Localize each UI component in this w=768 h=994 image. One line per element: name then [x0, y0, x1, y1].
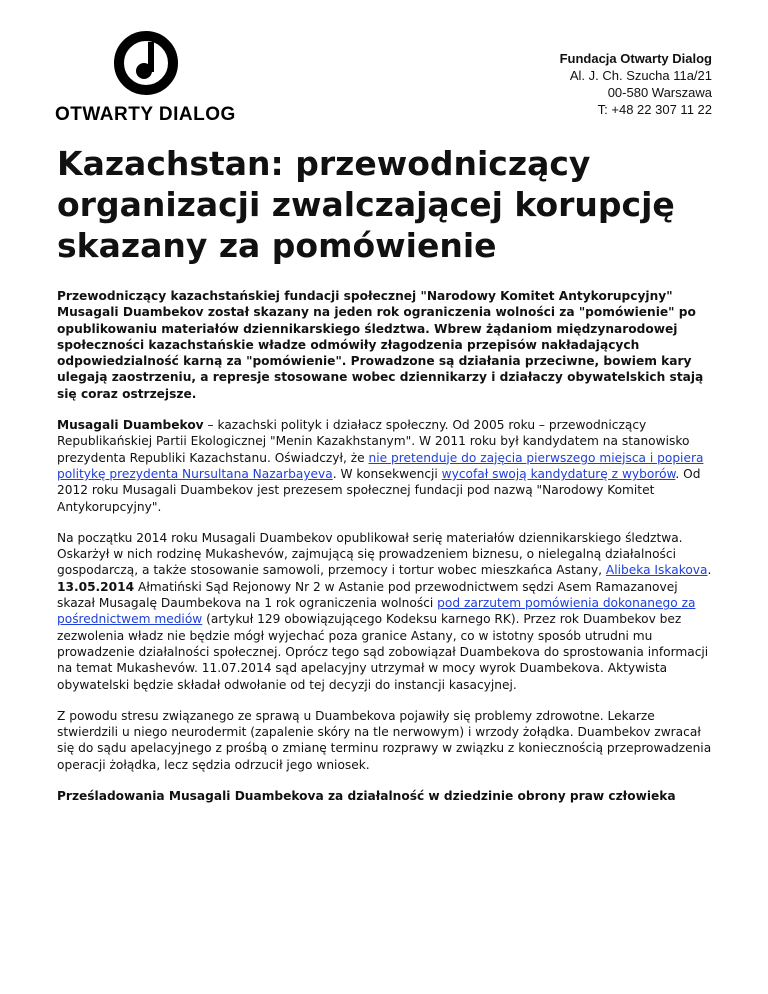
note-circle-icon — [113, 30, 179, 96]
text: . — [707, 563, 712, 578]
link-alibek-iskakov[interactable]: Alibeka Iskakova — [605, 563, 708, 578]
link-defamation-charge[interactable]: pod zarzutem pomówienia dokonanego za pośrednictwem mediów — [57, 596, 696, 627]
text: Ałmatiński Sąd Rejonowy Nr 2 w Astanie pod przewodnictwem sędzi Asem Ramazanovej skazał Musagalę Daumbekova na 1 rok ograniczenia wolności — [57, 579, 678, 611]
verdict-date: 13.05.2014 — [57, 579, 135, 594]
org-address-street: Al. J. Ch. Szucha 11a/21 — [569, 68, 712, 83]
text: Na początku 2014 roku Musagali Duambekov opublikował serię materiałów dziennikarskiego śledztwa. Oskarżył w nich rodzinę Mukashevów, zajmującą się prowadzeniem biznesu, o nielegalną działalności gospodarczą, a także stosowanie samowoli, przemocy i tortur wobec mieszkańca Astany, — [57, 530, 683, 578]
person-name: Musagali Duambekov — [57, 418, 204, 433]
text: – kazachski polityk i działacz społeczny. Od 2005 roku – przewodniczący Republikańskiej Partii Ekologicznej "Menin Kazakhstanym". W 2011 roku był kandydatem na stanowisko prezydenta Republiki Kazachstanu. Oświadczył, że — [57, 418, 690, 465]
text: . Od 2012 roku Musagali Duambekov jest prezesem społecznej fundacji pod nazwą "Narodowy Komitet Antykorupcyjny". — [57, 466, 701, 514]
text: (artykuł 129 obowiązującego Kodeksu karnego RK). Przez rok Duambekov bez zezwolenia władz nie będzie mógł wyjechać poza granice Astany, co w istotny sposób utrudni mu prowadzenie działalności społecznej. Oprócz tego sąd zobowiązał Duambekova do sprostowania informacji na temat Mukashevów. 11.07.2014 sąd apelacyjny utrzymał w mocy wyrok Duambekova. Aktywista obywatelski będzie składał odwołanie od tej decyzji do instancji kasacyjnej. — [57, 612, 709, 692]
article-title: Kazachstan: przewodniczący organizacji zwalczającej korupcję skazany za pomówienie — [57, 144, 675, 265]
link-not-pretending[interactable]: nie pretenduje do zajęcia pierwszego miejsca i popiera politykę prezydenta Nursultana Nazarbayeva — [57, 450, 704, 481]
link-withdrew-candidacy[interactable]: wycofał swoją kandydaturę z wyborów — [441, 466, 676, 481]
logo-text: OTWARTY DIALOG — [55, 104, 236, 125]
text: . W konsekwencji — [332, 466, 442, 481]
org-phone: T: +48 22 307 11 22 — [597, 102, 712, 117]
org-address-city: 00-580 Warszawa — [607, 85, 712, 100]
org-contact — [560, 50, 712, 118]
article-body — [57, 288, 717, 819]
logo — [55, 30, 240, 126]
org-name: Fundacja Otwarty Dialog — [559, 51, 712, 66]
paragraph-case — [57, 530, 717, 693]
paragraph-health: Z powodu stresu związanego ze sprawą u Duambekova pojawiły się problemy zdrowotne. Lekarze stwierdzili u niego neurodermit (zapalenie skóry na tle nerwowym) i wrzody żołądka. Duambekov zwracał się do sądu apelacyjnego z prośbą o zmianę terminu rozprawy w związku z koniecznością przeprowadzenia operacji żołądka, lecz sędzia odrzucił jego wniosek. — [57, 708, 712, 772]
paragraph-biography — [57, 417, 717, 515]
lead-paragraph: Przewodniczący kazachstańskiej fundacji społecznej "Narodowy Komitet Antykorupcyjny" Musagali Duambekov został skazany na jeden rok ograniczenia wolności za "pomówienie" po opublikowaniu materiałów dziennikarskiego śledztwa. Wbrew żądaniom międzynarodowej społeczności kazachstańskie władze odmówiły złagodzenia przepisów nakładających odpowiedzialność karną za "pomówienie". Prowadzone są działania przeciwne, bowiem kary ulegają zaostrzeniu, a represje stosowane wobec dziennikarzy i działaczy obywatelskich stają się coraz ostrzejsze. — [57, 289, 704, 401]
section-heading: Prześladowania Musagali Duambekova za działalność w dziedzinie obrony praw człowieka — [57, 789, 676, 804]
